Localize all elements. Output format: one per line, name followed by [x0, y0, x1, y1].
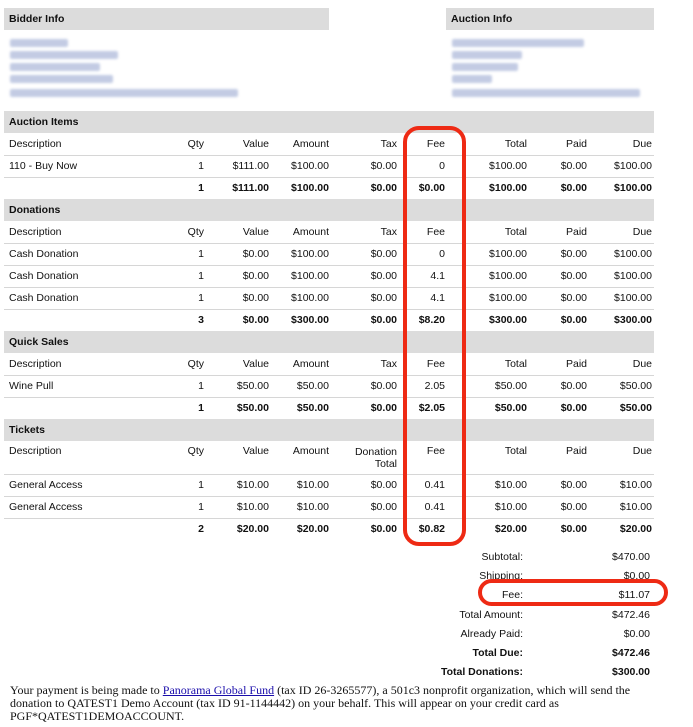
- donation-label: Donation: [354, 446, 397, 458]
- column-header-value: Value: [242, 138, 269, 150]
- summary-label: Total Donations:: [440, 666, 523, 679]
- section-totals-row: [4, 177, 654, 199]
- cell-qty: 1: [198, 270, 204, 282]
- column-header-fee: Fee: [426, 138, 445, 150]
- summary-row: [0, 663, 693, 682]
- cell-total: $10.00: [494, 501, 527, 513]
- total-qty: 3: [198, 314, 204, 326]
- column-header-row: [4, 221, 654, 243]
- cell-paid: $0.00: [560, 270, 587, 282]
- section-header: Tickets: [4, 419, 654, 441]
- cell-amount: $100.00: [291, 248, 329, 260]
- cell-total: $100.00: [489, 248, 527, 260]
- column-header-qty: Qty: [187, 445, 204, 457]
- column-header-qty: Qty: [187, 358, 204, 370]
- cell-due: $10.00: [619, 479, 652, 491]
- summary-label: Subtotal:: [481, 551, 523, 563]
- bidder-info-header: Bidder Info: [4, 8, 329, 30]
- cell-amount: $10.00: [296, 501, 329, 513]
- total-qty: 1: [198, 182, 204, 194]
- cell-fee: 4.1: [430, 292, 445, 304]
- summary-label: Fee:: [501, 589, 523, 602]
- summary-label: Total Amount:: [459, 608, 523, 621]
- summary-label: Total Due:: [472, 647, 523, 659]
- section-totals-row: [4, 309, 654, 331]
- table-row: [4, 474, 654, 496]
- total-value: $50.00: [236, 402, 269, 414]
- summary-value: $472.46: [612, 647, 650, 659]
- summary-value: $11.07: [618, 589, 650, 602]
- total-paid: $0.00: [560, 402, 587, 414]
- column-header-qty: Qty: [187, 226, 204, 238]
- cell-qty: 1: [198, 292, 204, 304]
- column-header-value: Value: [242, 445, 269, 457]
- total-donation-total: $0.00: [370, 523, 397, 535]
- total-amount: $20.00: [296, 523, 329, 535]
- cell-due: $100.00: [614, 270, 652, 282]
- section-header: Auction Items: [4, 111, 654, 133]
- column-header-amount: Amount: [292, 226, 329, 238]
- cell-total: $50.00: [494, 380, 527, 392]
- table-row: [4, 375, 654, 397]
- cell-due: $100.00: [614, 248, 652, 260]
- summary-value: $472.46: [612, 608, 650, 621]
- total-fee: $2.05: [418, 402, 445, 414]
- total-total: $300.00: [489, 314, 527, 326]
- cell-tax: $0.00: [370, 292, 397, 304]
- column-header-row: [4, 133, 654, 155]
- table-row: [4, 265, 654, 287]
- column-header-tax: Tax: [380, 358, 397, 370]
- cell-amount: $50.00: [296, 380, 329, 392]
- cell-qty: 1: [198, 479, 204, 491]
- cell-tax: $0.00: [370, 270, 397, 282]
- table-row: [4, 243, 654, 265]
- total-tax: $0.00: [370, 402, 397, 414]
- total-amount: $100.00: [291, 182, 329, 194]
- total-total: $100.00: [489, 182, 527, 194]
- cell-value: $10.00: [236, 479, 269, 491]
- cell-paid: $0.00: [560, 160, 587, 172]
- cell-amount: $100.00: [291, 160, 329, 172]
- total-due: $300.00: [614, 314, 652, 326]
- cell-donation-total: $0.00: [370, 501, 397, 513]
- cell-amount: $10.00: [296, 479, 329, 491]
- column-header-total: Total: [504, 226, 527, 238]
- column-header-tax: Tax: [380, 138, 397, 150]
- cell-total: $100.00: [489, 160, 527, 172]
- cell-total: $10.00: [494, 479, 527, 491]
- total-label: Total: [374, 458, 397, 470]
- column-header-value: Value: [242, 358, 269, 370]
- section-header: Donations: [4, 199, 654, 221]
- summary-label: Already Paid:: [460, 627, 523, 640]
- total-value: $111.00: [232, 182, 269, 194]
- fee-total-highlight: [478, 579, 668, 606]
- cell-paid: $0.00: [560, 380, 587, 392]
- column-header-due: Due: [632, 445, 652, 457]
- cell-amount: $100.00: [291, 292, 329, 304]
- total-paid: $0.00: [560, 523, 587, 535]
- cell-donation-total: $0.00: [370, 479, 397, 491]
- column-header-description: Description: [9, 138, 62, 150]
- cell-qty: 1: [198, 160, 204, 172]
- cell-due: $100.00: [614, 292, 652, 304]
- total-due: $50.00: [619, 402, 652, 414]
- column-header-due: Due: [632, 226, 652, 238]
- summary-value: $0.00: [623, 570, 650, 583]
- footer-text-2: (tax ID 26-3265577), a 501c3 nonprofit organization, which will send the donation to QATEST1 Demo Account (tax ID 91-1144442) on your behalf. This will appear on your credit card as PGF*QATEST1DEMOACCOUNT.: [10, 683, 631, 723]
- cell-paid: $0.00: [560, 501, 587, 513]
- cell-description: Cash Donation: [9, 270, 79, 282]
- summary-row: [0, 625, 693, 644]
- total-total: $20.00: [494, 523, 527, 535]
- column-header-due: Due: [632, 138, 652, 150]
- total-tax: $0.00: [370, 182, 397, 194]
- cell-qty: 1: [198, 380, 204, 392]
- total-qty: 2: [198, 523, 204, 535]
- cell-due: $10.00: [619, 501, 652, 513]
- column-header-fee: Fee: [426, 445, 445, 457]
- cell-value: $50.00: [236, 380, 269, 392]
- column-header-total: Total: [504, 445, 527, 457]
- cell-value: $0.00: [242, 270, 269, 282]
- cell-qty: 1: [198, 248, 204, 260]
- cell-fee: 0: [439, 160, 445, 172]
- cell-description: General Access: [9, 501, 83, 513]
- cell-tax: $0.00: [370, 160, 397, 172]
- column-header-total: Total: [504, 138, 527, 150]
- column-header-value: Value: [242, 226, 269, 238]
- cell-total: $100.00: [489, 270, 527, 282]
- cell-paid: $0.00: [560, 479, 587, 491]
- total-paid: $0.00: [560, 314, 587, 326]
- total-value: $0.00: [242, 314, 269, 326]
- column-header-total: Total: [504, 358, 527, 370]
- panorama-global-fund-link[interactable]: Panorama Global Fund: [162, 683, 275, 697]
- cell-description: 110 - Buy Now: [9, 160, 78, 172]
- summary-value: $300.00: [612, 666, 650, 679]
- payment-disclosure: [10, 684, 670, 723]
- total-tax: $0.00: [370, 314, 397, 326]
- cell-value: $10.00: [236, 501, 269, 513]
- total-due: $20.00: [619, 523, 652, 535]
- column-header-due: Due: [632, 358, 652, 370]
- total-amount: $300.00: [291, 314, 329, 326]
- footer-text-1: Your payment is being made to: [10, 683, 163, 697]
- cell-total: $100.00: [489, 292, 527, 304]
- section-totals-row: [4, 397, 654, 419]
- cell-due: $100.00: [614, 160, 652, 172]
- column-header-description: Description: [9, 358, 62, 370]
- column-header-paid: Paid: [565, 226, 587, 238]
- cell-paid: $0.00: [560, 248, 587, 260]
- cell-fee: 4.1: [430, 270, 445, 282]
- cell-description: General Access: [9, 479, 83, 491]
- column-header-row: [4, 353, 654, 375]
- column-header-amount: Amount: [292, 138, 329, 150]
- column-header-description: Description: [9, 226, 62, 238]
- cell-tax: $0.00: [370, 248, 397, 260]
- column-header-qty: Qty: [187, 138, 204, 150]
- auction-info-header: Auction Info: [446, 8, 654, 30]
- column-header-row: [4, 441, 654, 474]
- cell-description: Cash Donation: [9, 292, 79, 304]
- cell-description: Cash Donation: [9, 248, 79, 260]
- column-header-fee: Fee: [426, 226, 445, 238]
- cell-fee: 0.41: [424, 479, 445, 491]
- summary-row: [0, 606, 693, 625]
- cell-description: Wine Pull: [9, 380, 54, 392]
- total-paid: $0.00: [560, 182, 587, 194]
- summary-label: Shipping:: [479, 570, 523, 583]
- column-header-paid: Paid: [565, 358, 587, 370]
- cell-fee: 0.41: [424, 501, 445, 513]
- table-row: [4, 155, 654, 177]
- cell-qty: 1: [198, 501, 204, 513]
- column-header-description: Description: [9, 445, 62, 457]
- total-fee: $8.20: [418, 314, 445, 326]
- column-header-amount: Amount: [292, 358, 329, 370]
- cell-paid: $0.00: [560, 292, 587, 304]
- cell-fee: 2.05: [424, 380, 445, 392]
- summary-row: [0, 644, 693, 663]
- total-due: $100.00: [614, 182, 652, 194]
- summary-value: $470.00: [612, 551, 650, 563]
- table-row: [4, 287, 654, 309]
- column-header-fee: Fee: [426, 358, 445, 370]
- fee-column-highlight: [403, 126, 466, 546]
- cell-value: $0.00: [242, 292, 269, 304]
- table-row: [4, 496, 654, 518]
- total-fee: $0.82: [418, 523, 445, 535]
- summary-value: $0.00: [623, 627, 650, 640]
- total-value: $20.00: [236, 523, 269, 535]
- total-total: $50.00: [494, 402, 527, 414]
- cell-amount: $100.00: [291, 270, 329, 282]
- cell-value: $0.00: [242, 248, 269, 260]
- total-qty: 1: [198, 402, 204, 414]
- cell-fee: 0: [439, 248, 445, 260]
- column-header-donation-total: [334, 446, 397, 470]
- column-header-amount: Amount: [292, 445, 329, 457]
- cell-tax: $0.00: [370, 380, 397, 392]
- total-amount: $50.00: [296, 402, 329, 414]
- cell-value: $111.00: [232, 160, 269, 172]
- column-header-tax: Tax: [380, 226, 397, 238]
- column-header-paid: Paid: [565, 138, 587, 150]
- section-header: Quick Sales: [4, 331, 654, 353]
- total-fee: $0.00: [418, 182, 445, 194]
- section-totals-row: [4, 518, 654, 540]
- summary-row: [0, 548, 693, 567]
- column-header-paid: Paid: [565, 445, 587, 457]
- cell-due: $50.00: [619, 380, 652, 392]
